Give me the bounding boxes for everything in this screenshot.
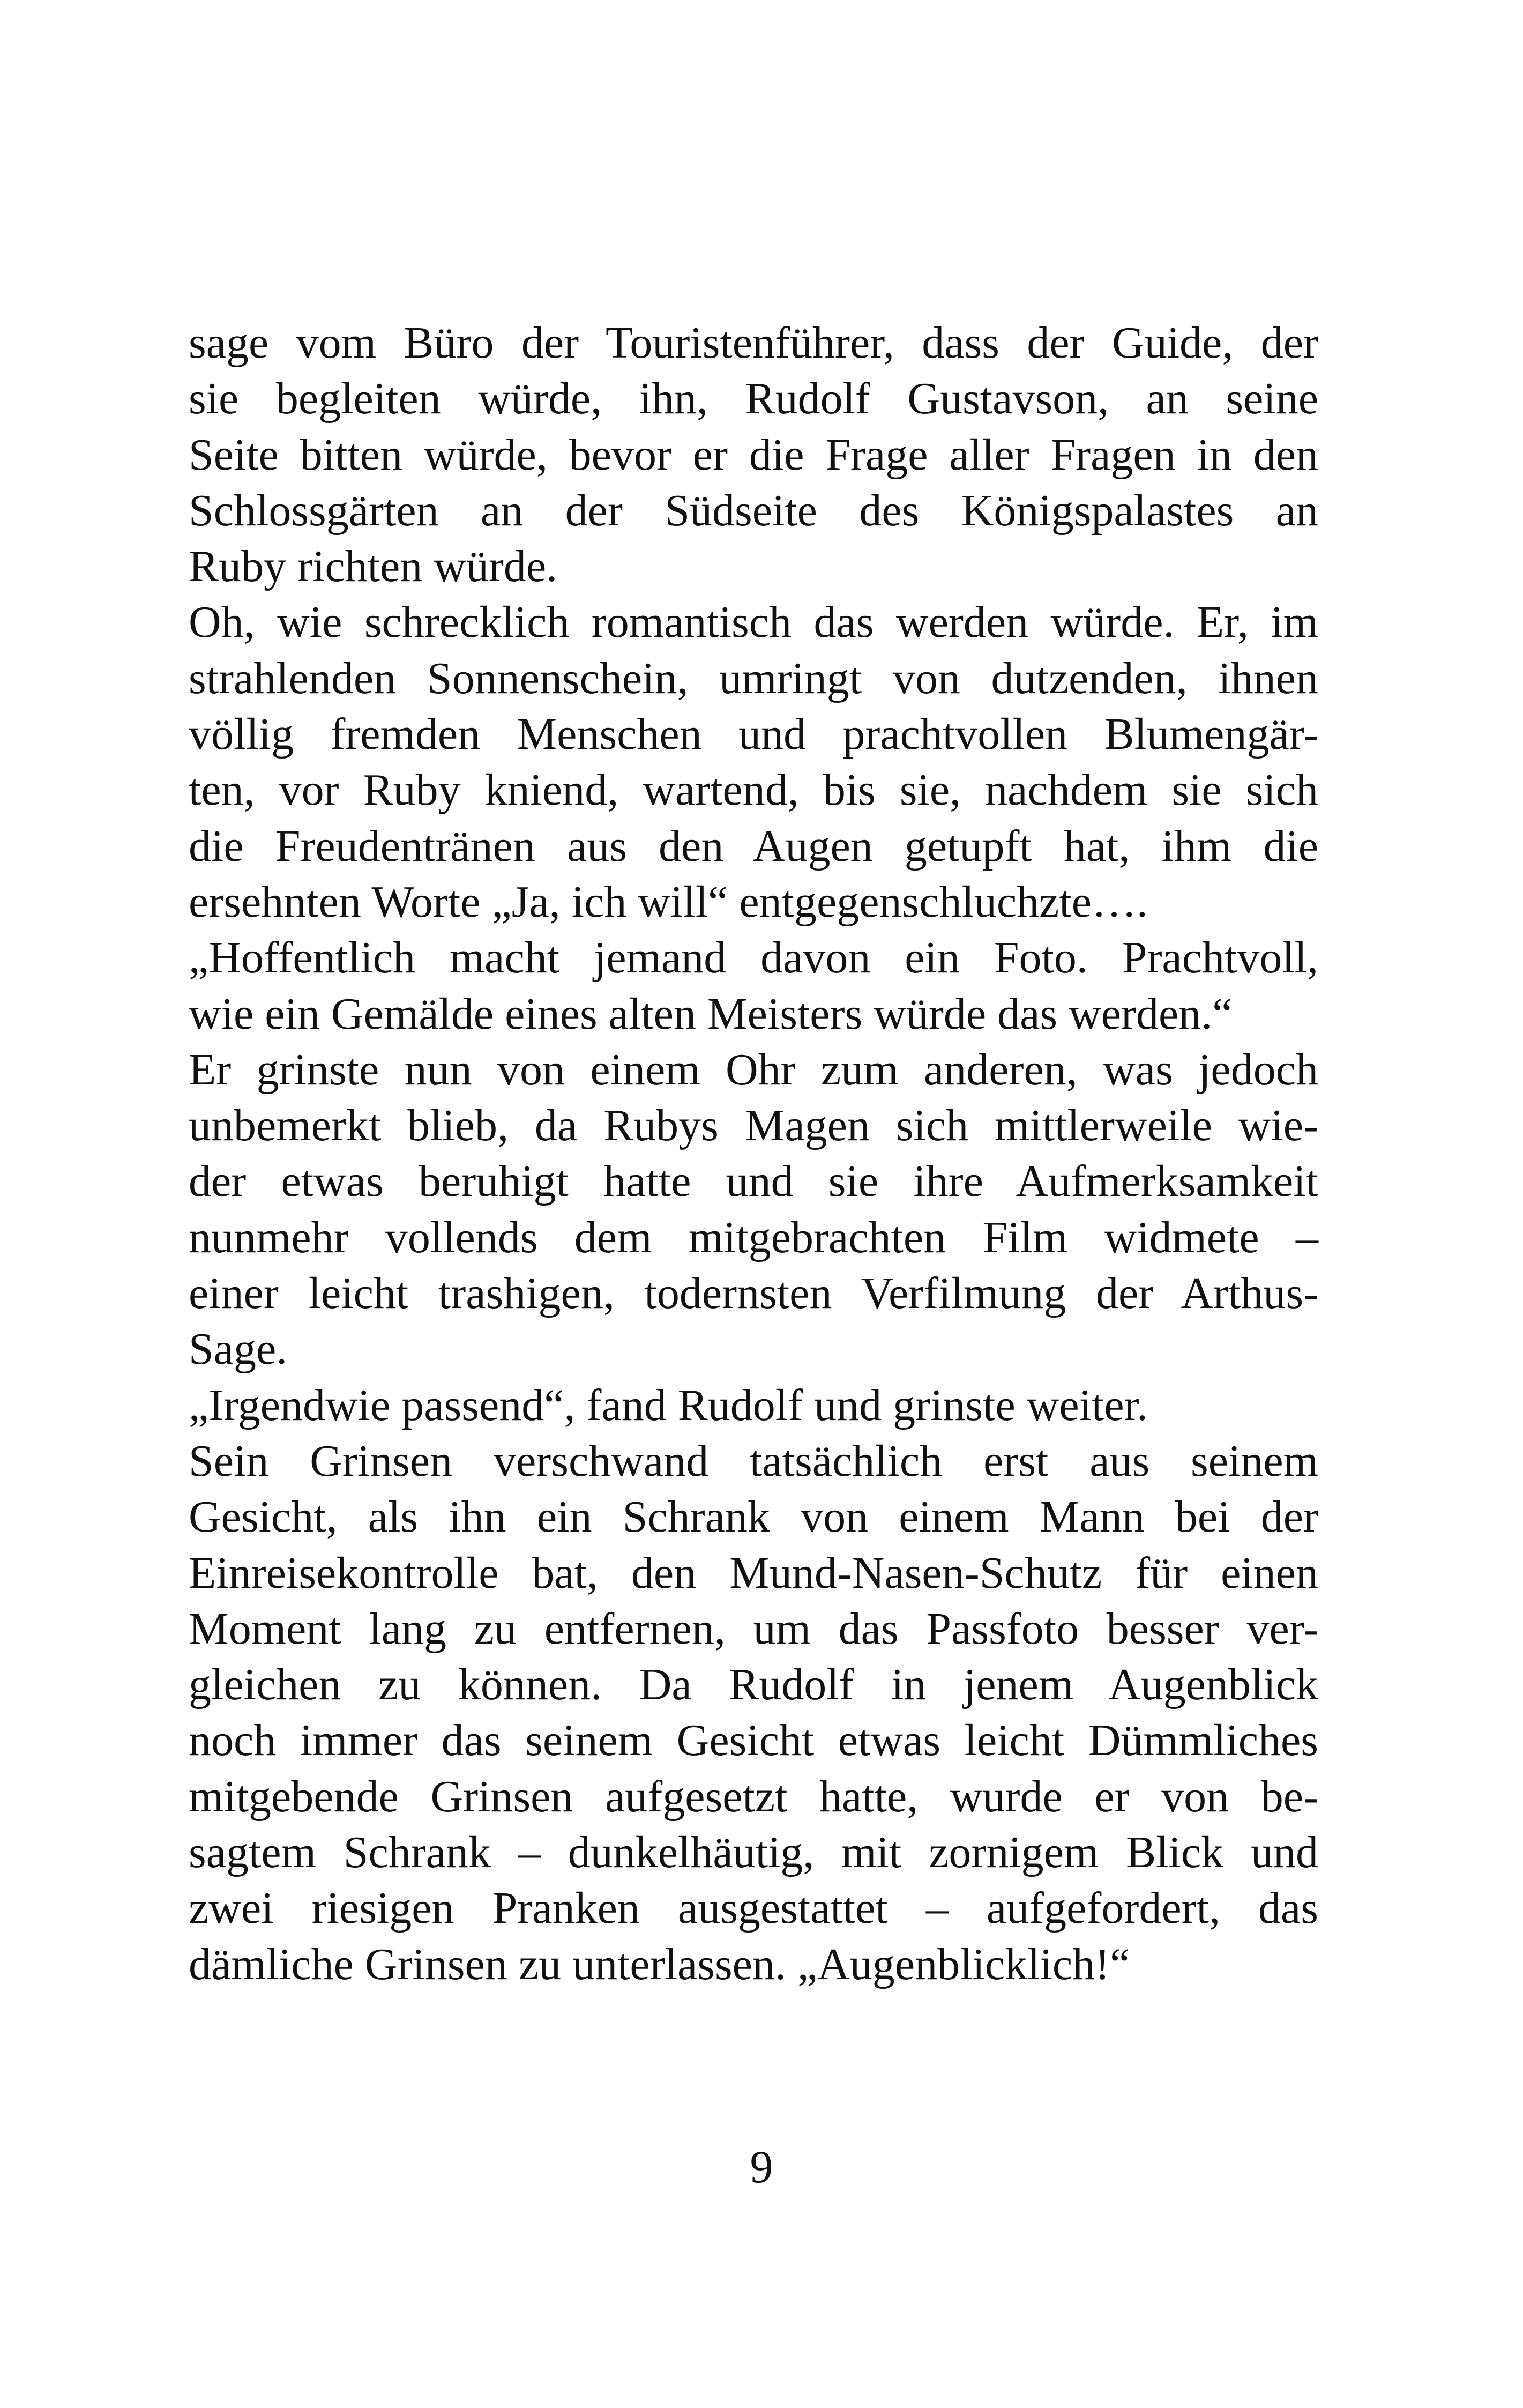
text-line: Gesicht, als ihn ein Schrank von einem Mann bei der	[189, 1492, 1318, 1542]
text-line: Er grinste nun von einem Ohr zum anderen, was jedoch	[189, 1044, 1318, 1095]
text-line: unbemerkt blieb, da Rubys Magen sich mittlerweile wie-	[189, 1101, 1318, 1151]
text-line: mitgebende Grinsen aufgesetzt hatte, wurde er von be-	[189, 1771, 1318, 1822]
text-line: ten, vor Ruby kniend, wartend, bis sie, nachdem sie sich	[189, 765, 1318, 815]
text-line: völlig fremden Menschen und prachtvollen Blumengär-	[189, 709, 1318, 760]
text-line: Einreisekontrolle bat, den Mund-Nasen-Schutz für einen	[189, 1548, 1318, 1598]
text-line: strahlenden Sonnenschein, umringt von dutzenden, ihnen	[189, 653, 1318, 703]
text-line: gleichen zu können. Da Rudolf in jenem Augenblick	[189, 1660, 1318, 1710]
text-line: Ruby richten würde.	[189, 541, 558, 592]
text-line: der etwas beruhigt hatte und sie ihre Aufmerksamkeit	[189, 1156, 1318, 1207]
text-line: dämliche Grinsen zu unterlassen. „Augenblicklich!“	[189, 1939, 1130, 1989]
text-line: noch immer das seinem Gesicht etwas leicht Dümmliches	[189, 1715, 1318, 1766]
text-line: Schlossgärten an der Südseite des Königspalastes an	[189, 485, 1318, 536]
text-line: wie ein Gemälde eines alten Meisters würde das werden.“	[189, 989, 1233, 1039]
text-line: sage vom Büro der Touristenführer, dass der Guide, der	[189, 318, 1318, 368]
text-line: sagtem Schrank – dunkelhäutig, mit zornigem Blick und	[189, 1827, 1318, 1878]
text-line: Sein Grinsen verschwand tatsächlich erst aus seinem	[189, 1436, 1318, 1486]
text-line: die Freudentränen aus den Augen getupft hat, ihm die	[189, 821, 1318, 871]
text-line: nunmehr vollends dem mitgebrachten Film widmete –	[189, 1212, 1318, 1262]
text-line: „Irgendwie passend“, fand Rudolf und grinste weiter.	[189, 1380, 1148, 1430]
text-line: zwei riesigen Pranken ausgestattet – aufgefordert, das	[189, 1883, 1318, 1934]
text-line: Sage.	[189, 1324, 288, 1374]
text-line: Seite bitten würde, bevor er die Frage aller Fragen in den	[189, 429, 1318, 480]
page-number: 9	[750, 2141, 773, 2193]
text-line: Moment lang zu entfernen, um das Passfoto besser ver-	[189, 1603, 1318, 1654]
text-line: „Hoffentlich macht jemand davon ein Foto. Prachtvoll,	[189, 933, 1318, 983]
text-line: einer leicht trashigen, todernsten Verfilmung der Arthus-	[189, 1268, 1318, 1319]
text-line: ersehnten Worte „Ja, ich will“ entgegenschluchzte….	[189, 876, 1148, 927]
text-line: Oh, wie schrecklich romantisch das werden würde. Er, im	[189, 597, 1318, 648]
body-text	[189, 315, 1318, 1993]
text-line: sie begleiten würde, ihn, Rudolf Gustavson, an seine	[189, 374, 1318, 424]
